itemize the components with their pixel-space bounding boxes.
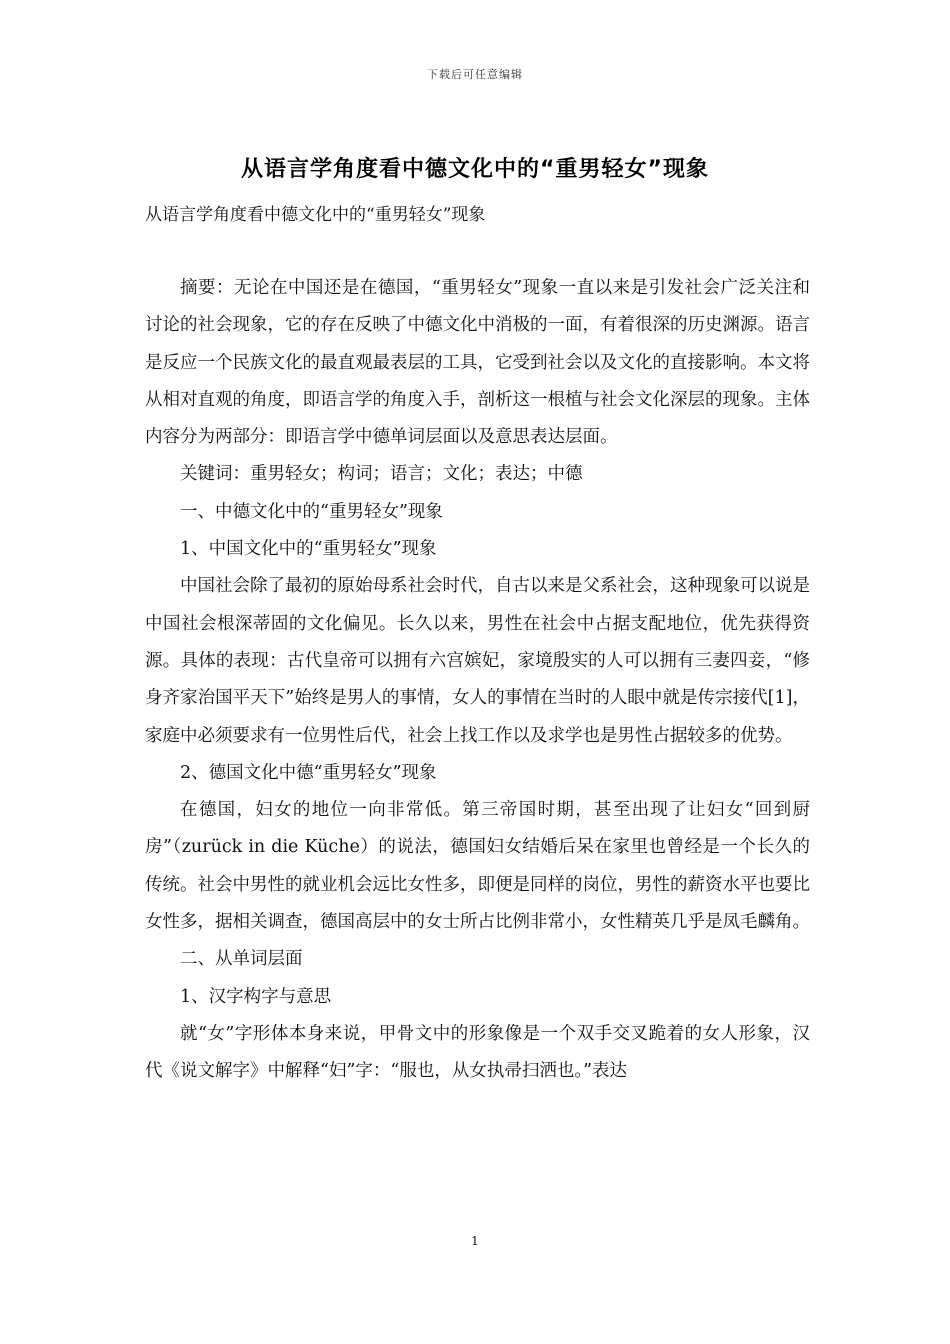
body-paragraph: 在德国，妇女的地位一向非常低。第三帝国时期，甚至出现了让妇女“回到厨房”（zurück in die Küche）的说法，德国妇女结婚后呆在家里也曾经是一个长久的传统。社会中男性的就业机会远比女性多，即便是同样的岗位，男性的薪资水平也要比女性多，据相关调查，德国高层中的女士所占比例非常小，女性精英几乎是凤毛麟角。 [145, 800, 810, 933]
subsection-heading-1-2: 2、德国文化中德“重男轻女”现象 [180, 762, 437, 783]
section-heading-1: 一、中德文化中的“重男轻女”现象 [180, 501, 443, 522]
subsection-heading-2-1: 1、汉字构字与意思 [180, 986, 332, 1007]
keywords-paragraph: 关键词：重男轻女；构词；语言；文化；表达；中德 [180, 464, 583, 485]
document-body [145, 270, 810, 1091]
section-heading-2: 二、从单词层面 [180, 949, 303, 970]
subsection-heading-1-1: 1、中国文化中的“重男轻女”现象 [180, 539, 437, 560]
page-number: 1 [471, 1234, 479, 1248]
body-paragraph: 就“女”字形体本身来说，甲骨文中的形象像是一个双手交叉跪着的女人形象，汉代《说文解字》中解释“妇”字：“服也，从女执帚扫洒也。”表达 [145, 1023, 810, 1082]
document-title: 从语言学角度看中德文化中的“重男轻女”现象 [241, 157, 709, 182]
abstract-paragraph: 摘要：无论在中国还是在德国，“重男轻女”现象一直以来是引发社会广泛关注和讨论的社会现象，它的存在反映了中德文化中消极的一面，有着很深的历史渊源。语言是反应一个民族文化的最直观最表层的工具，它受到社会以及文化的直接影响。本文将从相对直观的角度，即语言学的角度入手，剖析这一根植与社会文化深层的现象。主体内容分为两部分：即语言学中德单词层面以及意思表达层面。 [145, 278, 810, 448]
body-paragraph: 中国社会除了最初的原始母系社会时代，自古以来是父系社会，这种现象可以说是中国社会根深蒂固的文化偏见。长久以来，男性在社会中占据支配地位，优先获得资源。具体的表现：古代皇帝可以拥有六宫嫔妃，家境殷实的人可以拥有三妻四妾，“修身齐家治国平天下”始终是男人的事情，女人的事情在当时的人眼中就是传宗接代[1]，家庭中必须要求有一位男性后代，社会上找工作以及求学也是男性占据较多的优势。 [145, 576, 810, 746]
header-note: 下载后可任意编辑 [427, 68, 523, 81]
document-subtitle: 从语言学角度看中德文化中的“重男轻女”现象 [145, 205, 486, 225]
